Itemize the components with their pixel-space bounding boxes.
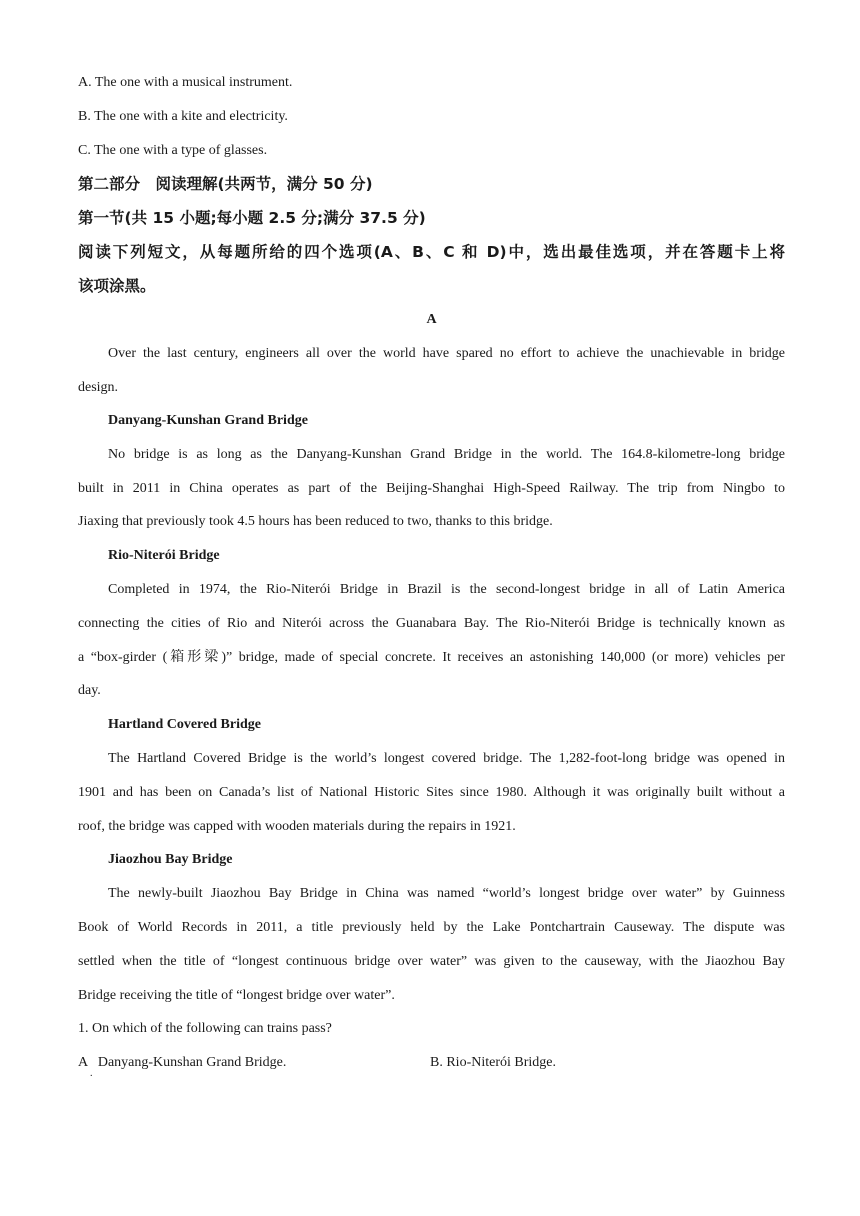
paragraph-line: The newly-built Jiaozhou Bay Bridge in China was named “world’s longest bridge over water” by Guinness <box>108 886 785 901</box>
intro-line-2: design. <box>78 380 119 395</box>
paragraph-line: The Hartland Covered Bridge is the world’s longest covered bridge. The 1,282-foot-long bridge was opened in <box>108 751 785 766</box>
paragraph-line: connecting the cities of Rio and Niterói across the Guanabara Bay. The Rio-Niterói Bridge is technically known as <box>78 616 785 631</box>
prev-option-c: C. The one with a type of glasses. <box>78 143 268 158</box>
paragraph-line: No bridge is as long as the Danyang-Kunshan Grand Bridge in the world. The 164.8-kilometre-long bridge <box>108 447 785 462</box>
paragraph-line: day. <box>78 683 101 698</box>
paragraph-line: roof, the bridge was capped with wooden materials during the repairs in 1921. <box>78 819 516 834</box>
bridge-heading: Rio-Niterói Bridge <box>108 548 220 563</box>
instructions-line-1: 阅读下列短文，从每题所给的四个选项(A、B、C 和 D)中，选出最佳选项，并在答题卡上将 <box>78 243 785 261</box>
paragraph-line: settled when the title of “longest continuous bridge over water” was given to the causeway, with the Jiaozhou Bay <box>78 954 785 969</box>
stray-dot: . <box>90 1068 93 1079</box>
intro-line-1: Over the last century, engineers all over the world have spared no effort to achieve the unachievable in bridge <box>108 346 785 361</box>
bridge-heading: Jiaozhou Bay Bridge <box>108 852 233 867</box>
section-heading: 第二部分 阅读理解(共两节，满分 50 分) <box>78 175 373 193</box>
bridge-heading: Danyang-Kunshan Grand Bridge <box>108 413 308 428</box>
paragraph-line: built in 2011 in China operates as part of the Beijing-Shanghai High-Speed Railway. The trip from Ningbo to <box>78 481 785 496</box>
paragraph-line: Bridge receiving the title of “longest bridge over water”. <box>78 988 395 1003</box>
paragraph-line: Book of World Records in 2011, a title previously held by the Lake Pontchartrain Causeway. The dispute was <box>78 920 785 935</box>
prev-option-b: B. The one with a kite and electricity. <box>78 109 288 124</box>
question-option-b: B. Rio-Niterói Bridge. <box>430 1055 556 1070</box>
prev-option-a: A. The one with a musical instrument. <box>78 75 293 90</box>
paragraph-line: a “box-girder (箱形梁)” bridge, made of special concrete. It receives an astonishing 140,000 (or more) vehicles per <box>78 650 785 665</box>
paragraph-line: Jiaxing that previously took 4.5 hours has been reduced to two, thanks to this bridge. <box>78 514 553 529</box>
paragraph-line: Completed in 1974, the Rio-Niterói Bridge in Brazil is the second-longest bridge in all of Latin America <box>108 582 785 597</box>
subsection-heading: 第一节(共 15 小题;每小题 2.5 分;满分 37.5 分) <box>78 209 426 227</box>
paragraph-line: 1901 and has been on Canada’s list of National Historic Sites since 1980. Although it was originally built without a <box>78 785 785 800</box>
passage-label: A <box>426 312 437 327</box>
instructions-line-2: 该项涂黑。 <box>78 277 156 295</box>
bridge-heading: Hartland Covered Bridge <box>108 717 261 732</box>
question-option-a: A Danyang-Kunshan Grand Bridge. <box>78 1055 287 1070</box>
question-text: 1. On which of the following can trains pass? <box>78 1021 332 1036</box>
